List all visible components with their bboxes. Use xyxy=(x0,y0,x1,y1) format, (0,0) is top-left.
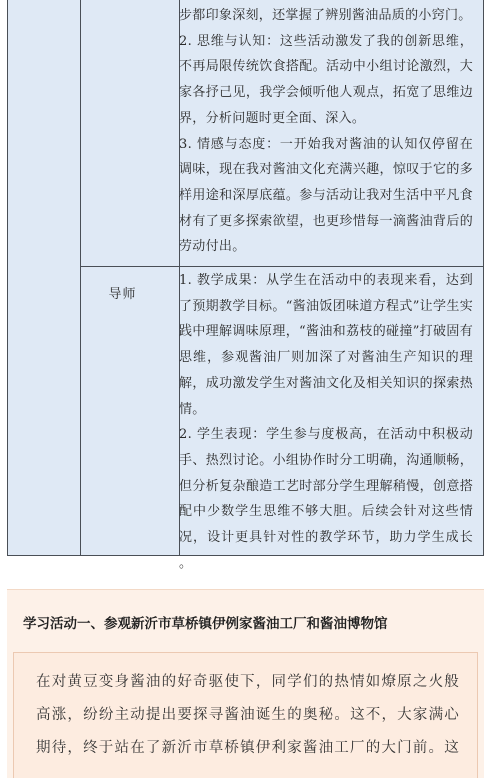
activity-body-text: 在对黄豆变身酱油的好奇驱使下，同学们的热情如燎原之火般高涨，纷纷主动提出要探寻酱油诞生的奥秘。这不，大家满心期待，终于站在了新沂市草桥镇伊利家酱油工厂的大门前。这 xyxy=(36,674,460,756)
activity-header xyxy=(7,590,484,652)
student-feedback-cell xyxy=(179,3,473,260)
activity-section xyxy=(7,589,484,778)
table-empty-column xyxy=(8,0,81,555)
mentor-feedback-line: 1. 教学成果：从学生在活动中的表现来看，达到了预期教学目标。“酱油饭团味道方程式”让学生实践中理解调味原理，“酱油和荔枝的碰撞”打破固有思维，参观酱油厂则加深了对酱油生产知识的理解，成功激发学生对酱油文化及相关知识的探索热情。 xyxy=(179,273,473,417)
mentor-feedback-line: 2. 学生表现：学生参与度极高，在活动中积极动手、热烈讨论。小组协作时分工明确，沟通顺畅，但分析复杂酿造工艺时部分学生理解稍慢，创意搭配中少数学生思维不够大胆。后续会针对这些情况，设计更具针对性的教学环节，助力学生成长 。 xyxy=(179,427,473,571)
table-row-divider xyxy=(81,266,483,267)
student-feedback-line: 2. 思维与认知：这些活动激发了我的创新思维，不再局限传统饮食搭配。活动中小组讨论激烈，大家各抒己见，我学会倾听他人观点，拓宽了思维边界，分析问题时更全面、深入。 xyxy=(179,33,473,126)
mentor-role-label: 导师 xyxy=(108,287,137,302)
student-feedback-line: 3. 情感与态度：一开始我对酱油的认知仅停留在调味，现在我对酱油文化充满兴趣，惊叹于它的多样用途和深厚底蕴。参与活动让我对生活中平凡食材有了更多探索欲望，也更珍惜每一滴酱油背后的劳动付出。 xyxy=(179,136,473,255)
activity-title: 学习活动一、参观新沂市草桥镇伊例家酱油工厂和酱油博物馆 xyxy=(23,616,388,632)
student-feedback-line: 步都印象深刻，还掌握了辨别酱油品质的小窍门。 xyxy=(179,8,472,23)
mentor-feedback-cell xyxy=(179,268,473,576)
table-role-column xyxy=(81,0,180,555)
activity-body-box xyxy=(13,652,478,778)
